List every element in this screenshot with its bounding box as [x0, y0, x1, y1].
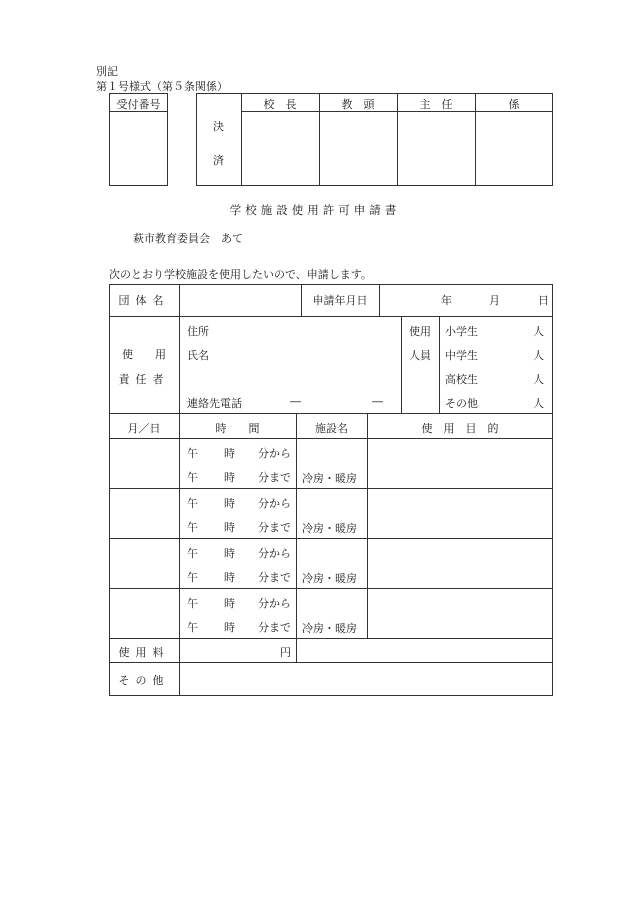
- stamp-staff[interactable]: [476, 112, 552, 185]
- stamp-chief[interactable]: [398, 112, 474, 185]
- col-date: 月／日: [127, 422, 161, 435]
- time-am-pm: 午: [187, 521, 198, 534]
- count-other-label: その他: [445, 397, 478, 410]
- schedule-date-field[interactable]: [111, 490, 177, 536]
- schedule-purpose-field[interactable]: [369, 590, 551, 636]
- col-time: 時 間: [215, 422, 260, 435]
- fee-field[interactable]: [181, 640, 277, 660]
- apply-date-label: 申請年月日: [312, 294, 368, 307]
- time-hour: 時: [224, 497, 235, 510]
- date-day: 日: [538, 294, 549, 307]
- time-am-pm: 午: [187, 547, 198, 560]
- approval-col-principal: 校 長: [263, 98, 297, 111]
- schedule-date-field[interactable]: [111, 540, 177, 586]
- time-from: 分から: [258, 547, 291, 560]
- count-junior-unit: 人: [533, 349, 544, 362]
- apply-date-field[interactable]: [381, 286, 551, 314]
- time-am-pm: 午: [187, 597, 198, 610]
- reception-label: 受付番号: [116, 98, 161, 111]
- time-hour: 時: [224, 621, 235, 634]
- document-title: 学校施設使用許可申請書: [229, 203, 401, 217]
- other-label: その他: [118, 674, 170, 687]
- count-label-2: 人員: [409, 349, 431, 362]
- phone-dash-1: ―: [290, 395, 301, 408]
- schedule-date-field[interactable]: [111, 590, 177, 636]
- time-am-pm: 午: [187, 471, 198, 484]
- time-hour: 時: [224, 571, 235, 584]
- col-purpose: 使 用 目 的: [421, 422, 499, 435]
- count-high-unit: 人: [533, 373, 544, 386]
- ac-heating-option[interactable]: 冷房・暖房: [302, 572, 357, 585]
- annex-label: 別記: [96, 65, 118, 78]
- intro-text: 次のとおり学校施設を使用したいので、申請します。: [109, 268, 372, 281]
- form-number: 第１号様式（第５条関係）: [96, 80, 228, 93]
- time-hour: 時: [224, 447, 235, 460]
- schedule-purpose-field[interactable]: [369, 540, 551, 586]
- time-hour: 時: [224, 471, 235, 484]
- fee-unit: 円: [280, 646, 291, 659]
- stamp-principal[interactable]: [242, 112, 318, 185]
- approval-label-1: 決: [213, 120, 224, 133]
- user-label-2: 責任者: [118, 373, 170, 386]
- time-am-pm: 午: [187, 571, 198, 584]
- time-to: 分まで: [258, 621, 291, 634]
- ac-heating-option[interactable]: 冷房・暖房: [302, 472, 357, 485]
- count-junior-label: 中学生: [445, 349, 478, 362]
- date-year: 年: [441, 294, 452, 307]
- time-hour: 時: [224, 521, 235, 534]
- addressee: 萩市教育委員会 あて: [133, 232, 243, 245]
- schedule-purpose-field[interactable]: [369, 490, 551, 536]
- approval-col-vice-principal: 教 頭: [341, 98, 375, 111]
- approval-label-2: 済: [213, 154, 224, 167]
- approval-col-chief: 主 任: [419, 98, 453, 111]
- phone-label: 連絡先電話: [187, 397, 242, 410]
- group-name-label: 団体名: [118, 294, 170, 307]
- ac-heating-option[interactable]: 冷房・暖房: [302, 522, 357, 535]
- time-from: 分から: [258, 447, 291, 460]
- time-to: 分まで: [258, 521, 291, 534]
- phone-field[interactable]: [250, 392, 399, 412]
- other-field[interactable]: [181, 664, 551, 694]
- time-from: 分から: [258, 497, 291, 510]
- fee-label: 使用料: [118, 646, 170, 659]
- count-other-unit: 人: [533, 397, 544, 410]
- count-high-label: 高校生: [445, 373, 478, 386]
- group-name-field[interactable]: [181, 286, 299, 314]
- name-field[interactable]: [215, 343, 399, 363]
- count-elementary-label: 小学生: [445, 325, 478, 338]
- address-label: 住所: [187, 325, 209, 338]
- address-field[interactable]: [215, 320, 399, 340]
- time-am-pm: 午: [187, 621, 198, 634]
- time-hour: 時: [224, 597, 235, 610]
- count-elementary-unit: 人: [533, 325, 544, 338]
- col-facility: 施設名: [315, 422, 348, 435]
- approval-col-staff: 係: [508, 98, 520, 111]
- time-am-pm: 午: [187, 497, 198, 510]
- time-am-pm: 午: [187, 447, 198, 460]
- time-hour: 時: [224, 547, 235, 560]
- date-month: 月: [489, 294, 500, 307]
- schedule-date-field[interactable]: [111, 440, 177, 486]
- stamp-vice-principal[interactable]: [320, 112, 396, 185]
- phone-dash-2: ―: [372, 395, 383, 408]
- name-label: 氏名: [187, 349, 209, 362]
- time-to: 分まで: [258, 571, 291, 584]
- time-to: 分まで: [258, 471, 291, 484]
- user-label-1: 使 用: [122, 348, 166, 361]
- count-label-1: 使用: [409, 325, 431, 338]
- ac-heating-option[interactable]: 冷房・暖房: [302, 622, 357, 635]
- time-from: 分から: [258, 597, 291, 610]
- schedule-purpose-field[interactable]: [369, 440, 551, 486]
